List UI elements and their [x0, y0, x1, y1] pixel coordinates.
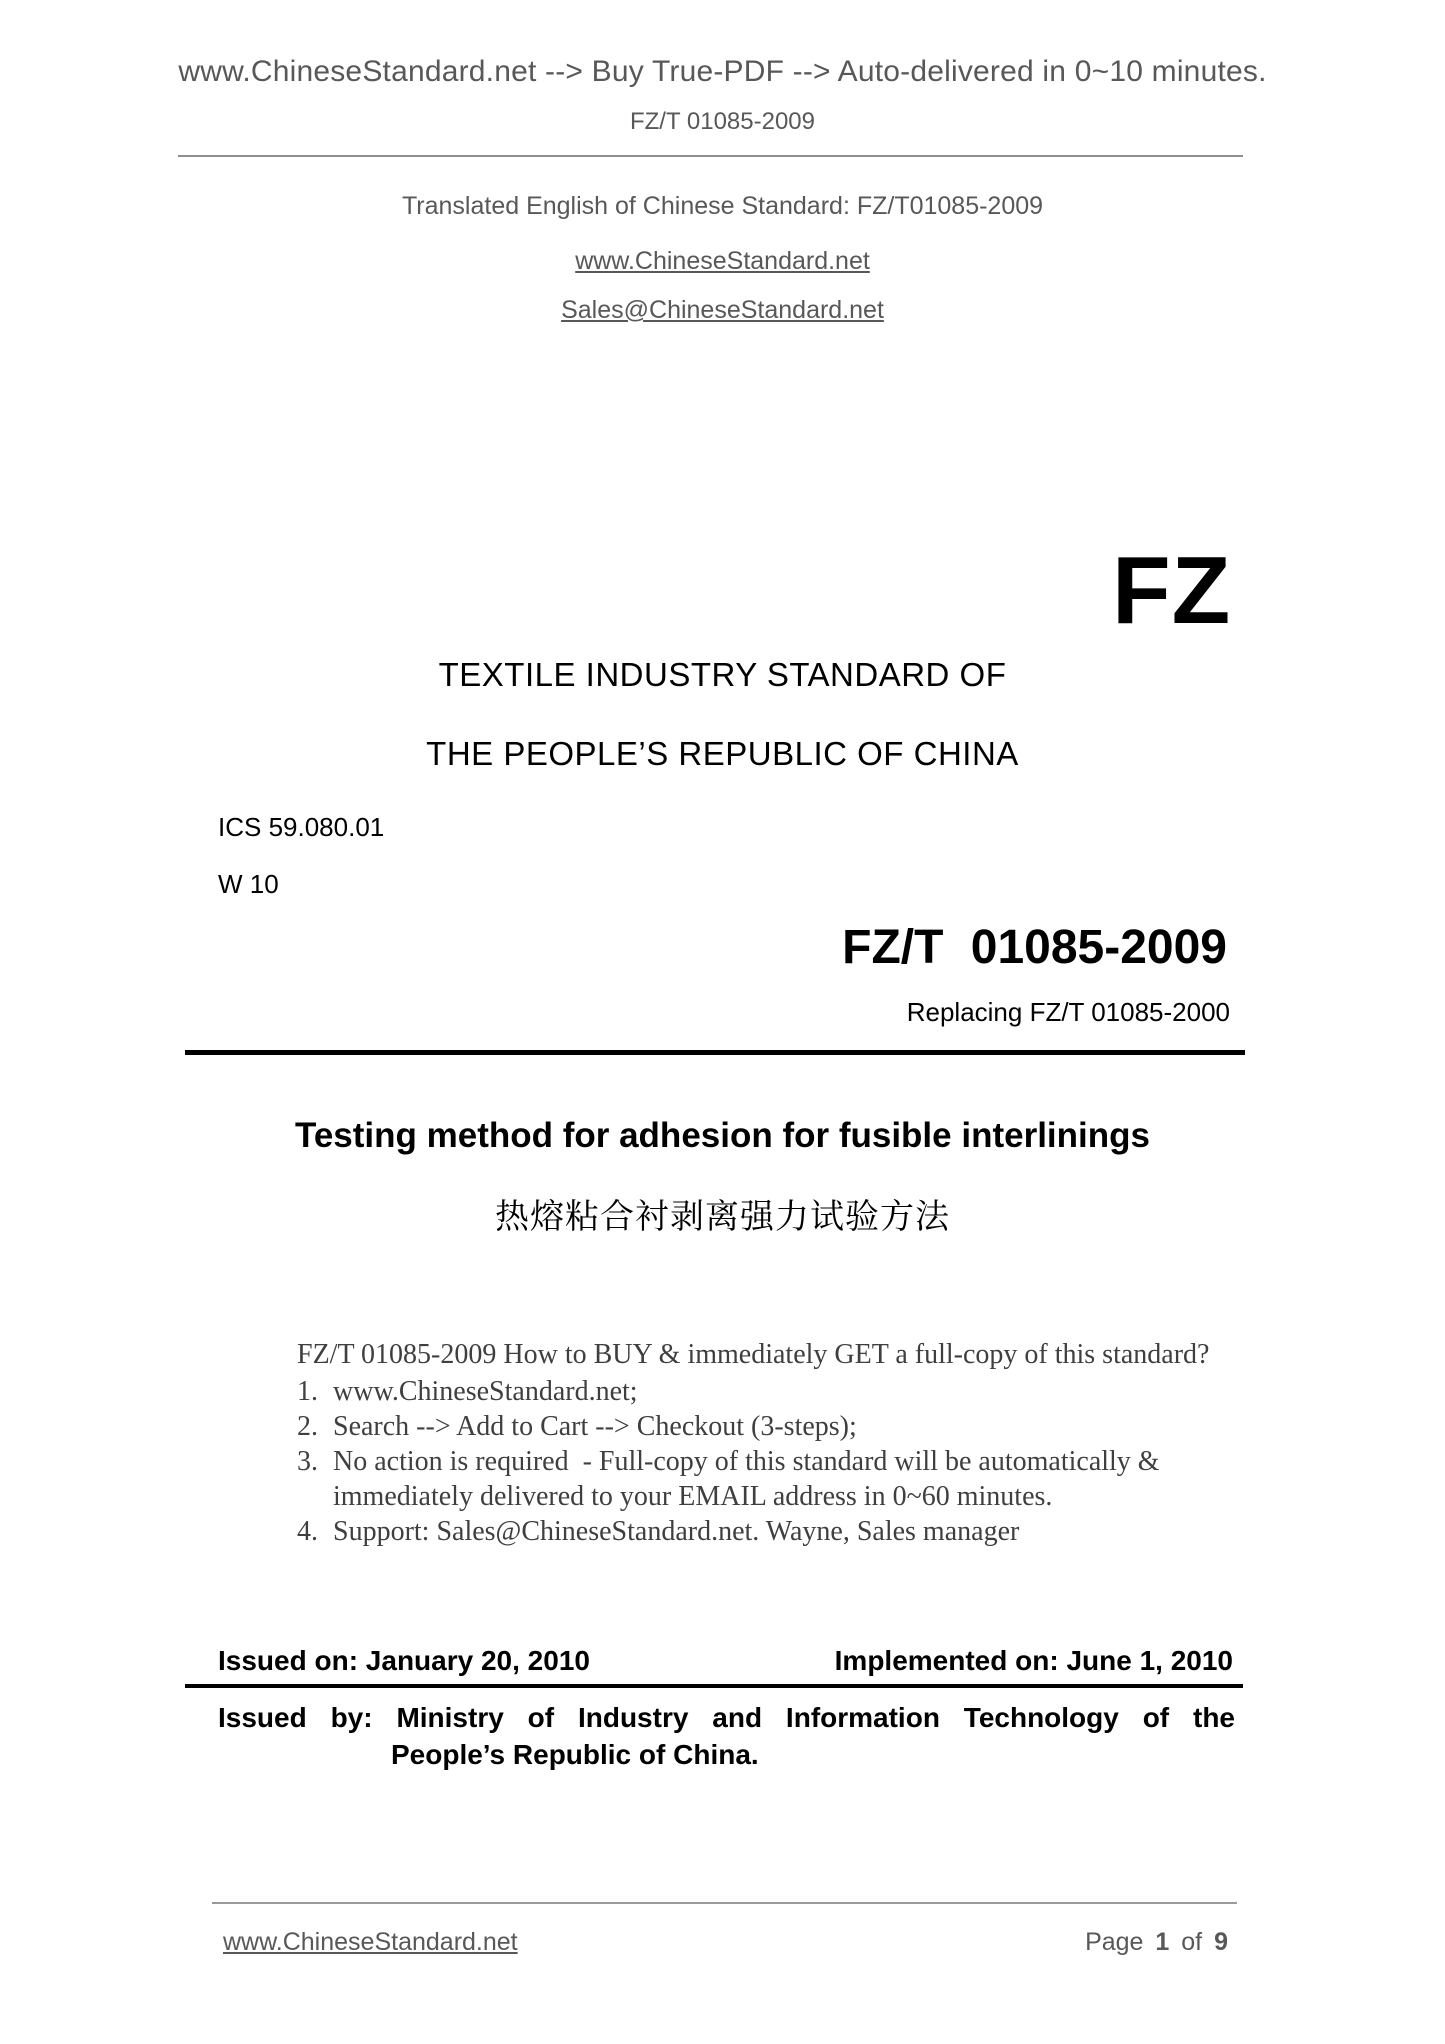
org-name-line1: TEXTILE INDUSTRY STANDARD OF — [438, 656, 1007, 693]
issued-by-line1: Issued by: Ministry of Industry and Information Technology of the — [218, 1702, 1235, 1733]
standard-title-zh: 热熔粘合衬剥离强力试验方法 — [495, 1199, 950, 1236]
buy-item-text: Search --> Add to Cart --> Checkout (3-steps); — [333, 1411, 857, 1442]
issuer-divider — [185, 1684, 1243, 1688]
ics-code: ICS 59.080.01 — [218, 812, 385, 842]
buy-item — [297, 1374, 1212, 1409]
footer-page-indicator — [1085, 1928, 1228, 1957]
org-name-line2: THE PEOPLE’S REPUBLIC OF CHINA — [426, 735, 1019, 772]
fz-logo: FZ — [1112, 537, 1232, 644]
buy-item — [297, 1514, 1212, 1549]
replacing-note: Replacing FZ/T 01085-2000 — [906, 997, 1230, 1027]
buy-item — [297, 1444, 1212, 1514]
header-doc-code: FZ/T 01085-2009 — [629, 108, 815, 135]
buy-item-number: 3. — [297, 1446, 318, 1477]
buy-item-number: 1. — [297, 1376, 318, 1407]
header-divider — [178, 155, 1243, 157]
issued-by-line2: People’s Republic of China. — [391, 1739, 759, 1770]
page-label: Page — [1085, 1928, 1144, 1956]
classification-code: W 10 — [218, 869, 279, 899]
page-number: 1 — [1155, 1928, 1170, 1956]
buy-item-text: www.ChineseStandard.net; — [333, 1376, 638, 1407]
footer-divider — [212, 1902, 1237, 1904]
email-link[interactable]: Sales@ChineseStandard.net — [561, 296, 884, 324]
buy-heading: FZ/T 01085-2009 How to BUY & immediately GET a full-copy of this standard? — [297, 1339, 1210, 1370]
buy-item-number: 4. — [297, 1516, 318, 1547]
site-link[interactable]: www.ChineseStandard.net — [575, 247, 870, 275]
buy-item-number: 2. — [297, 1411, 318, 1442]
buy-info-block — [297, 1336, 1212, 1549]
implemented-on-date: Implemented on: June 1, 2010 — [834, 1645, 1233, 1676]
page-total: 9 — [1214, 1928, 1228, 1956]
header-promo-line: www.ChineseStandard.net --> Buy True-PDF --> Auto-delivered in 0~10 minutes. — [178, 55, 1267, 88]
buy-item — [297, 1409, 1212, 1444]
buy-item-text: Support: Sales@ChineseStandard.net. Wayne, Sales manager — [333, 1516, 1020, 1547]
buy-item-text: No action is required - Full-copy of this standard will be automatically & immediately delivered to your EMAIL address in 0~60 minutes. — [333, 1446, 1167, 1512]
title-divider — [185, 1050, 1245, 1055]
of-label: of — [1181, 1928, 1203, 1956]
footer-site-link[interactable]: www.ChineseStandard.net — [223, 1928, 518, 1956]
standard-number: FZ/T 01085-2009 — [842, 921, 1227, 974]
translated-title: Translated English of Chinese Standard: FZ/T01085-2009 — [401, 192, 1044, 220]
issued-on-date: Issued on: January 20, 2010 — [218, 1645, 590, 1676]
standard-title-en: Testing method for adhesion for fusible interlinings — [295, 1116, 1150, 1155]
